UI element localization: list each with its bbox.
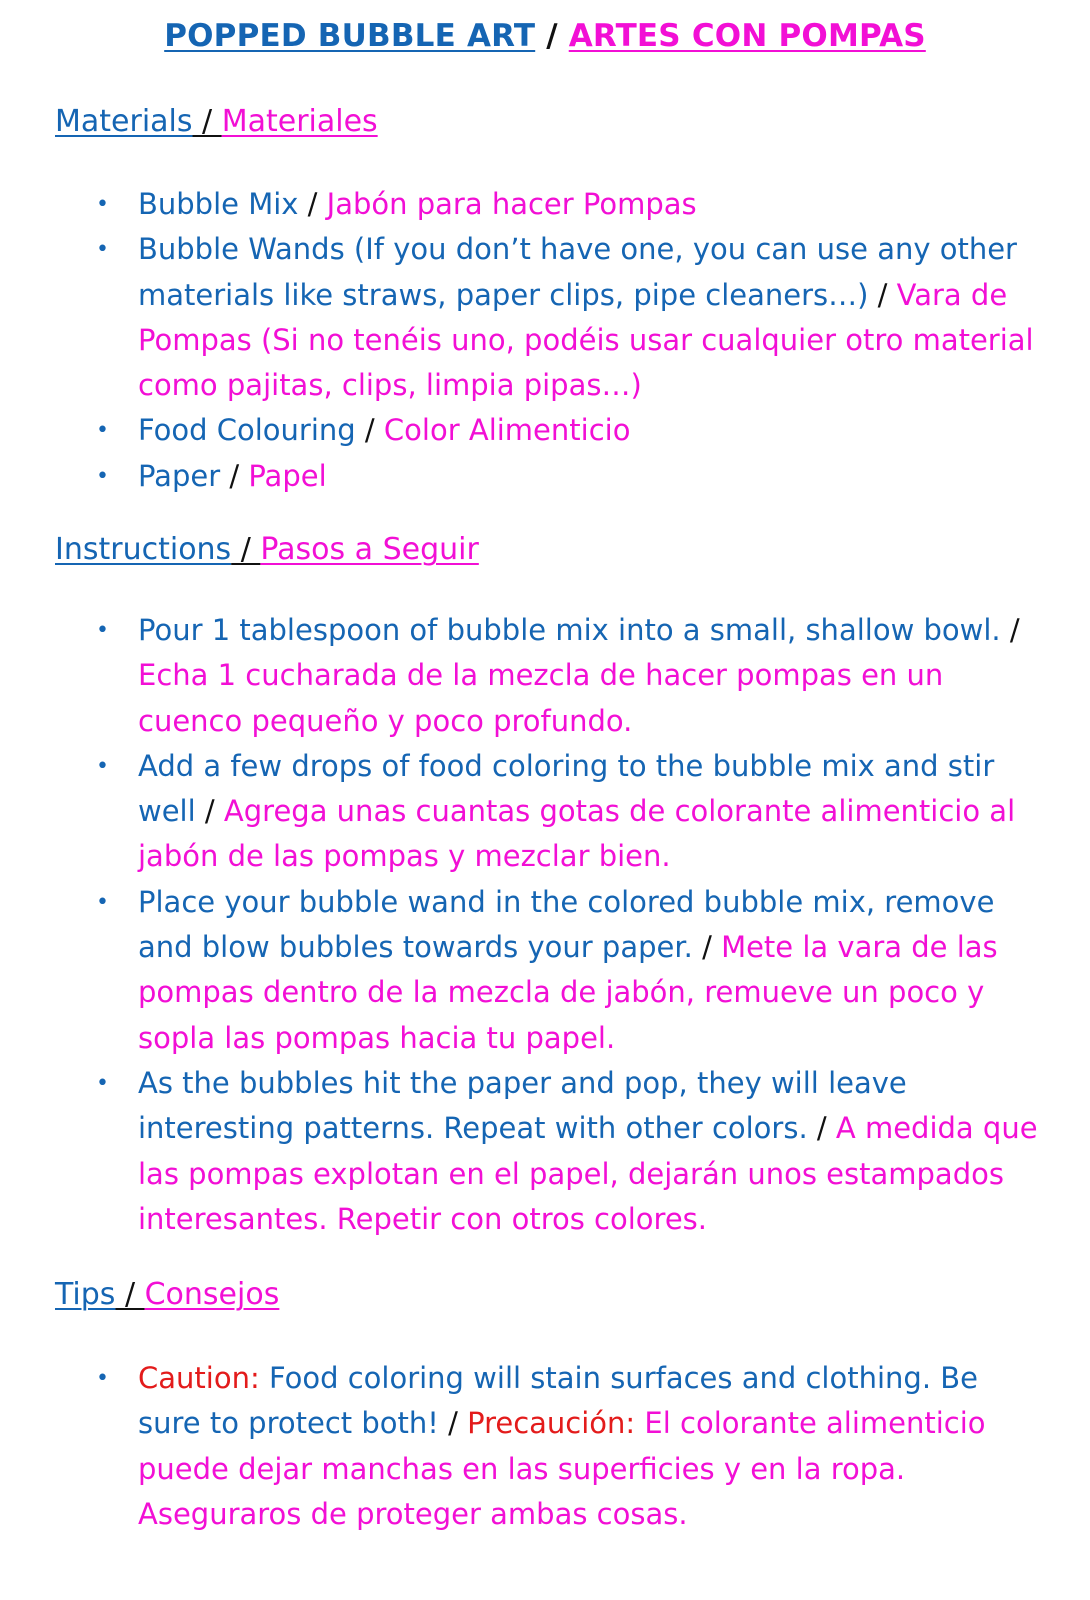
bullet-icon: • xyxy=(96,889,109,915)
instructions-item xyxy=(92,1061,1047,1242)
instructions-item-spanish: A medida que las pompas explotan en el papel, dejarán unos estampados interesantes. Repetir con otros colores. xyxy=(138,1111,1038,1236)
instructions-item-spanish: Echa 1 cucharada de la mezcla de hacer pompas en un cuenco pequeño y poco profundo. xyxy=(138,658,944,738)
materials-item-english: Bubble Wands (If you don’t have one, you can use any other materials like straws, paper clips, pipe cleaners…) xyxy=(138,232,1017,312)
item-separator: / xyxy=(229,458,240,493)
tips-heading xyxy=(55,1277,279,1312)
item-separator: / xyxy=(448,1406,458,1441)
page-title xyxy=(0,18,1090,54)
bullet-icon: • xyxy=(96,418,109,444)
materials-item-spanish: Color Alimenticio xyxy=(383,413,631,448)
bullet-icon: • xyxy=(96,1366,109,1391)
tips-item-spanish: El colorante alimenticio puede dejar manchas en las superficies y en la ropa. Aseguraros de proteger ambas cosas. xyxy=(138,1406,986,1531)
item-separator: / xyxy=(204,794,215,829)
instructions-list xyxy=(92,608,1047,1242)
instructions-item xyxy=(92,608,1047,744)
bullet-icon: • xyxy=(96,618,109,643)
materials-item xyxy=(92,182,1047,227)
materials-heading-separator: / xyxy=(192,104,222,139)
instructions-item-english: Add a few drops of food coloring to the bubble mix and stir well xyxy=(138,748,995,829)
tips-heading-separator: / xyxy=(115,1277,145,1312)
title-english: POPPED BUBBLE ART xyxy=(164,18,536,54)
materials-heading-spanish: Materiales xyxy=(221,104,378,139)
materials-item-spanish: Vara de Pompas (Si no tenéis uno, podéis usar cualquier otro material como pajitas, clips, limpia pipas…) xyxy=(138,277,1034,403)
materials-item-spanish: Papel xyxy=(248,458,327,493)
tips-list xyxy=(92,1356,1047,1537)
tips-heading-english: Tips xyxy=(55,1277,116,1312)
materials-item-english: Food Colouring xyxy=(138,413,356,448)
materials-item-english: Paper xyxy=(138,458,221,493)
materials-item-english: Bubble Mix xyxy=(138,187,299,221)
item-separator: / xyxy=(1009,613,1020,647)
instructions-item-english: As the bubbles hit the paper and pop, they will leave interesting patterns. Repeat with other colors. xyxy=(138,1065,907,1146)
materials-heading-english: Materials xyxy=(55,104,193,139)
title-separator: / xyxy=(535,18,569,54)
bullet-icon: • xyxy=(96,237,109,263)
tips-item-english: Food coloring will stain surfaces and clothing. Be sure to protect both! xyxy=(138,1361,978,1441)
title-spanish: ARTES CON POMPAS xyxy=(568,18,926,54)
materials-item-spanish: Jabón para hacer Pompas xyxy=(326,187,697,221)
bullet-icon: • xyxy=(96,753,109,779)
instructions-item xyxy=(92,880,1047,1061)
materials-heading xyxy=(55,104,378,139)
item-separator: / xyxy=(816,1111,827,1146)
item-separator: / xyxy=(877,277,888,312)
tips-item xyxy=(92,1356,1047,1537)
item-separator: / xyxy=(702,930,712,965)
instructions-heading-english: Instructions xyxy=(55,532,232,567)
materials-list xyxy=(92,182,1047,499)
instructions-heading-separator: / xyxy=(231,532,261,567)
precaucion-label: Precaución: xyxy=(467,1406,636,1441)
instructions-item xyxy=(92,744,1047,880)
materials-item xyxy=(92,454,1047,499)
bullet-icon: • xyxy=(96,1070,109,1096)
materials-item xyxy=(92,227,1047,408)
bullet-icon: • xyxy=(96,463,109,489)
item-separator: / xyxy=(307,187,318,221)
instructions-item-spanish: Mete la vara de las pompas dentro de la mezcla de jabón, remueve un poco y sopla las pompas hacia tu papel. xyxy=(138,930,998,1055)
materials-item xyxy=(92,408,1047,453)
caution-label: Caution: xyxy=(138,1361,260,1395)
instructions-item-english: Place your bubble wand in the colored bubble mix, remove and blow bubbles towards your paper. xyxy=(138,884,995,965)
item-separator: / xyxy=(364,413,375,448)
tips-heading-spanish: Consejos xyxy=(144,1277,280,1312)
bullet-icon: • xyxy=(96,192,109,217)
instructions-heading-spanish: Pasos a Seguir xyxy=(260,532,479,567)
instructions-item-spanish: Agrega unas cuantas gotas de colorante alimenticio al jabón de las pompas y mezclar bien. xyxy=(138,794,1016,874)
instructions-item-english: Pour 1 tablespoon of bubble mix into a small, shallow bowl. xyxy=(138,613,1001,647)
instructions-heading xyxy=(55,532,479,567)
